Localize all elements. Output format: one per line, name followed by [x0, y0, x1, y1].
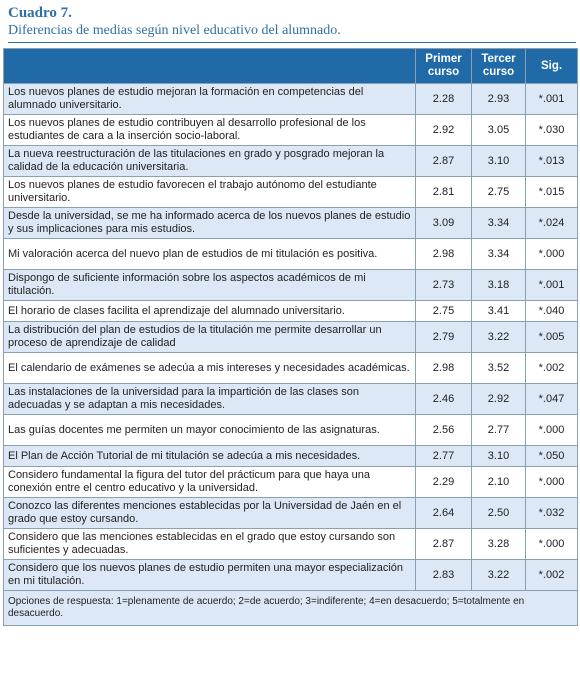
- item-text: Considero fundamental la figura del tutor del prácticum para que haya una conexión entre el centro educativo y la universidad.: [4, 467, 416, 498]
- primer-curso-value: 2.98: [416, 239, 472, 270]
- table-row: [4, 239, 578, 270]
- means-table: [3, 48, 578, 626]
- primer-curso-value: 3.09: [416, 208, 472, 239]
- table-caption: [8, 4, 574, 39]
- table-row: [4, 177, 578, 208]
- sig-value: *.002: [526, 353, 578, 384]
- tercer-curso-value: 2.75: [472, 177, 526, 208]
- tercer-curso-value: 3.05: [472, 115, 526, 146]
- tercer-curso-value: 3.22: [472, 322, 526, 353]
- sig-value: *.000: [526, 467, 578, 498]
- item-text: La distribución del plan de estudios de la titulación me permite desarrollar un proceso de aprendizaje de calidad: [4, 322, 416, 353]
- primer-curso-value: 2.81: [416, 177, 472, 208]
- table-row: [4, 560, 578, 591]
- sig-value: *.001: [526, 270, 578, 301]
- item-text: Mi valoración acerca del nuevo plan de estudios de mi titulación es positiva.: [4, 239, 416, 270]
- header-sig: Sig.: [526, 49, 578, 84]
- primer-curso-value: 2.64: [416, 498, 472, 529]
- footnote-row: [4, 591, 578, 626]
- tercer-curso-value: 3.28: [472, 529, 526, 560]
- sig-value: *.024: [526, 208, 578, 239]
- table-row: [4, 301, 578, 322]
- table-row: [4, 446, 578, 467]
- sig-value: *.002: [526, 560, 578, 591]
- sig-value: *.050: [526, 446, 578, 467]
- tercer-curso-value: 3.22: [472, 560, 526, 591]
- header-item: [4, 49, 416, 84]
- tercer-curso-value: 2.10: [472, 467, 526, 498]
- caption-title: Diferencias de medias según nivel educativo del alumnado.: [8, 23, 341, 38]
- table-row: [4, 467, 578, 498]
- tercer-curso-value: 2.92: [472, 384, 526, 415]
- sig-value: *.000: [526, 415, 578, 446]
- table-row: [4, 270, 578, 301]
- table-row: [4, 529, 578, 560]
- tercer-curso-value: 3.10: [472, 446, 526, 467]
- header-row: [4, 49, 578, 84]
- table-row: [4, 146, 578, 177]
- item-text: Los nuevos planes de estudio mejoran la formación en competencias del alumnado universitario.: [4, 84, 416, 115]
- response-options-footnote: Opciones de respuesta: 1=plenamente de acuerdo; 2=de acuerdo; 3=indiferente; 4=en desacuerdo; 5=totalmente en desacuerdo.: [4, 591, 578, 626]
- tercer-curso-value: 3.52: [472, 353, 526, 384]
- item-text: Desde la universidad, se me ha informado acerca de los nuevos planes de estudio y sus implicaciones para mis estudios.: [4, 208, 416, 239]
- primer-curso-value: 2.28: [416, 84, 472, 115]
- primer-curso-value: 2.92: [416, 115, 472, 146]
- primer-curso-value: 2.56: [416, 415, 472, 446]
- sig-value: *.047: [526, 384, 578, 415]
- tercer-curso-value: 2.93: [472, 84, 526, 115]
- tercer-curso-value: 3.34: [472, 208, 526, 239]
- tercer-curso-value: 3.10: [472, 146, 526, 177]
- sig-value: *.040: [526, 301, 578, 322]
- sig-value: *.013: [526, 146, 578, 177]
- primer-curso-value: 2.87: [416, 529, 472, 560]
- tercer-curso-value: 2.77: [472, 415, 526, 446]
- table-row: [4, 322, 578, 353]
- item-text: Conozco las diferentes menciones establecidas por la Universidad de Jaén en el grado que estoy cursando.: [4, 498, 416, 529]
- primer-curso-value: 2.83: [416, 560, 472, 591]
- primer-curso-value: 2.77: [416, 446, 472, 467]
- primer-curso-value: 2.29: [416, 467, 472, 498]
- primer-curso-value: 2.73: [416, 270, 472, 301]
- header-tercer-curso: Tercer curso: [472, 49, 526, 84]
- sig-value: *.000: [526, 529, 578, 560]
- sig-value: *.005: [526, 322, 578, 353]
- item-text: Las instalaciones de la universidad para la impartición de las clases son adecuadas y se adaptan a mis necesidades.: [4, 384, 416, 415]
- tercer-curso-value: 3.41: [472, 301, 526, 322]
- table-row: [4, 84, 578, 115]
- tercer-curso-value: 3.18: [472, 270, 526, 301]
- item-text: Los nuevos planes de estudio favorecen el trabajo autónomo del estudiante universitario.: [4, 177, 416, 208]
- item-text: El horario de clases facilita el aprendizaje del alumnado universitario.: [4, 301, 416, 322]
- sig-value: *.000: [526, 239, 578, 270]
- primer-curso-value: 2.46: [416, 384, 472, 415]
- item-text: La nueva reestructuración de las titulaciones en grado y posgrado mejoran la calidad de la educación universitaria.: [4, 146, 416, 177]
- table-row: [4, 353, 578, 384]
- sig-value: *.030: [526, 115, 578, 146]
- sig-value: *.015: [526, 177, 578, 208]
- header-primer-curso: Primer curso: [416, 49, 472, 84]
- sig-value: *.032: [526, 498, 578, 529]
- item-text: Dispongo de suficiente información sobre los aspectos académicos de mi titulación.: [4, 270, 416, 301]
- item-text: Las guías docentes me permiten un mayor conocimiento de las asignaturas.: [4, 415, 416, 446]
- item-text: El calendario de exámenes se adecúa a mis intereses y necesidades académicas.: [4, 353, 416, 384]
- item-text: Considero que los nuevos planes de estudio permiten una mayor especialización en mi titulación.: [4, 560, 416, 591]
- caption-number: Cuadro 7.: [8, 5, 72, 21]
- item-text: Considero que las menciones establecidas en el grado que estoy cursando son suficientes y adecuadas.: [4, 529, 416, 560]
- primer-curso-value: 2.87: [416, 146, 472, 177]
- item-text: Los nuevos planes de estudio contribuyen al desarrollo profesional de los estudiantes de cara a la inserción socio-laboral.: [4, 115, 416, 146]
- primer-curso-value: 2.75: [416, 301, 472, 322]
- tercer-curso-value: 3.34: [472, 239, 526, 270]
- item-text: El Plan de Acción Tutorial de mi titulación se adecúa a mis necesidades.: [4, 446, 416, 467]
- primer-curso-value: 2.98: [416, 353, 472, 384]
- table-row: [4, 115, 578, 146]
- table-row: [4, 384, 578, 415]
- sig-value: *.001: [526, 84, 578, 115]
- table-row: [4, 498, 578, 529]
- table-row: [4, 208, 578, 239]
- tercer-curso-value: 2.50: [472, 498, 526, 529]
- primer-curso-value: 2.79: [416, 322, 472, 353]
- table-row: [4, 415, 578, 446]
- caption-divider: [8, 42, 576, 43]
